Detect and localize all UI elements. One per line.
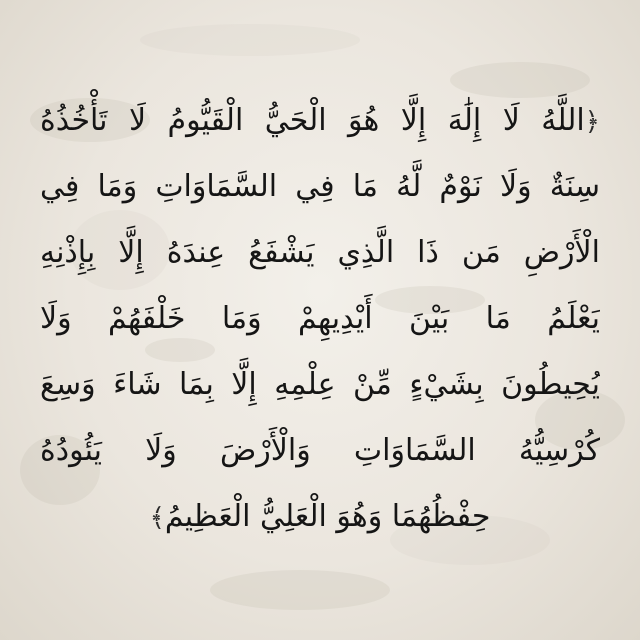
- ornamental-close-bracket: ﴾: [149, 503, 165, 533]
- verse-line-5: يُحِيطُونَ بِشَيْءٍ مِّنْ عِلْمِهِ إِلَّا بِمَا شَاءَ وَسِعَ: [40, 367, 600, 402]
- verse-line-1: [40, 88, 600, 154]
- verse-line-4: يَعْلَمُ مَا بَيْنَ أَيْدِيهِمْ وَمَا خَلْفَهُمْ وَلَا: [40, 301, 600, 336]
- verse-line-2: سِنَةٌ وَلَا نَوْمٌ لَّهُ مَا فِي السَّمَاوَاتِ وَمَا فِي: [40, 169, 600, 204]
- verse-line-7: [40, 484, 600, 550]
- verse-line-1-text: اللَّهُ لَا إِلَٰهَ إِلَّا هُوَ الْحَيُّ الْقَيُّومُ لَا تَأْخُذُهُ: [40, 103, 585, 138]
- verse-line-7-text: حِفْظُهُمَا وَهُوَ الْعَلِيُّ الْعَظِيمُ: [164, 499, 491, 534]
- ornamental-open-bracket: ﴿: [584, 107, 600, 137]
- ayat-al-kursi-verse: [40, 88, 600, 550]
- verse-line-6: كُرْسِيُّهُ السَّمَاوَاتِ وَالْأَرْضَ وَلَا يَئُودُهُ: [40, 433, 600, 468]
- verse-line-3: الْأَرْضِ مَن ذَا الَّذِي يَشْفَعُ عِندَهُ إِلَّا بِإِذْنِهِ: [40, 235, 600, 270]
